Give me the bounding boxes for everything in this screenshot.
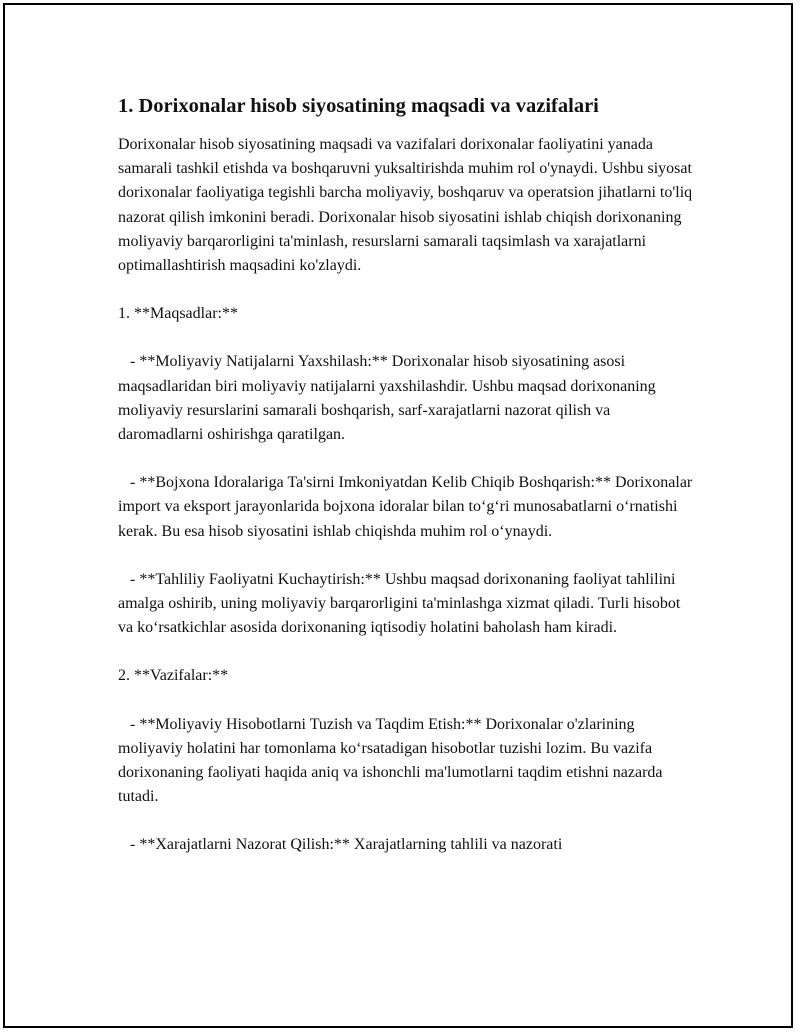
goal-item-financial-results: - **Moliyaviy Natijalarni Yaxshilash:** Dorixonalar hisob siyosatining asosi maqsadlaridan biri moliyaviy natijalarni yaxshilashdir. Ushbu maqsad dorixonaning moliyaviy resurslarini samarali boshqarish, sarf-xarajatlarni nazorat qilish va daromadlarni oshirishga qaratilgan. [118, 353, 660, 444]
document-body [118, 92, 697, 882]
section-heading-tasks: 2. **Vazifalar:** [118, 667, 229, 685]
document-title: 1. Dorixonalar hisob siyosatining maqsadi va vazifalari [118, 95, 599, 117]
section-heading-goals: 1. **Maqsadlar:** [118, 305, 238, 323]
task-item-expense-control: - **Xarajatlarni Nazorat Qilish:** Xarajatlarning tahlili va nazorati [118, 836, 563, 854]
goal-item-customs-management: - **Bojxona Idoralariga Ta'sirni Imkoniyatdan Kelib Chiqib Boshqarish:** Dorixonalar import va eksport jarayonlarida bojxona idoralar bilan toʻgʻri munosabatlarni oʻrnatishi kerak. Bu esa hisob siyosatini ishlab chiqishda muhim rol oʻynaydi. [118, 474, 697, 540]
task-item-financial-reports: - **Moliyaviy Hisobotlarni Tuzish va Taqdim Etish:** Dorixonalar o'zlarining moliyaviy holatini har tomonlama koʻrsatadigan hisobotlar tuzishi lozim. Bu vazifa dorixonaning faoliyati haqida aniq va ishonchli ma'lumotlarni taqdim etishni nazarda tutadi. [118, 715, 667, 806]
intro-paragraph: Dorixonalar hisob siyosatining maqsadi va vazifalari dorixonalar faoliyatini yanada samarali tashkil etishda va boshqaruvni yuksaltirishda muhim rol o'ynaydi. Ushbu siyosat dorixonalar faoliyatiga tegishli barcha moliyaviy, boshqaruv va operatsion jihatlarni to'liq nazorat qilish imkonini beradi. Dorixonalar hisob siyosatini ishlab chiqish dorixonaning moliyaviy barqarorligini ta'minlash, resurslarni samarali taqsimlash va xarajatlarni optimallashtirish maqsadini ko'zlaydi. [118, 136, 697, 275]
goal-item-analytics: - **Tahliliy Faoliyatni Kuchaytirish:** Ushbu maqsad dorixonaning faoliyat tahlilini amalga oshirib, uning moliyaviy barqarorligini ta'minlashga xizmat qiladi. Turli hisobot va koʻrsatkichlar asosida dorixonaning iqtisodiy holatini baholash ham kiradi. [118, 570, 685, 637]
